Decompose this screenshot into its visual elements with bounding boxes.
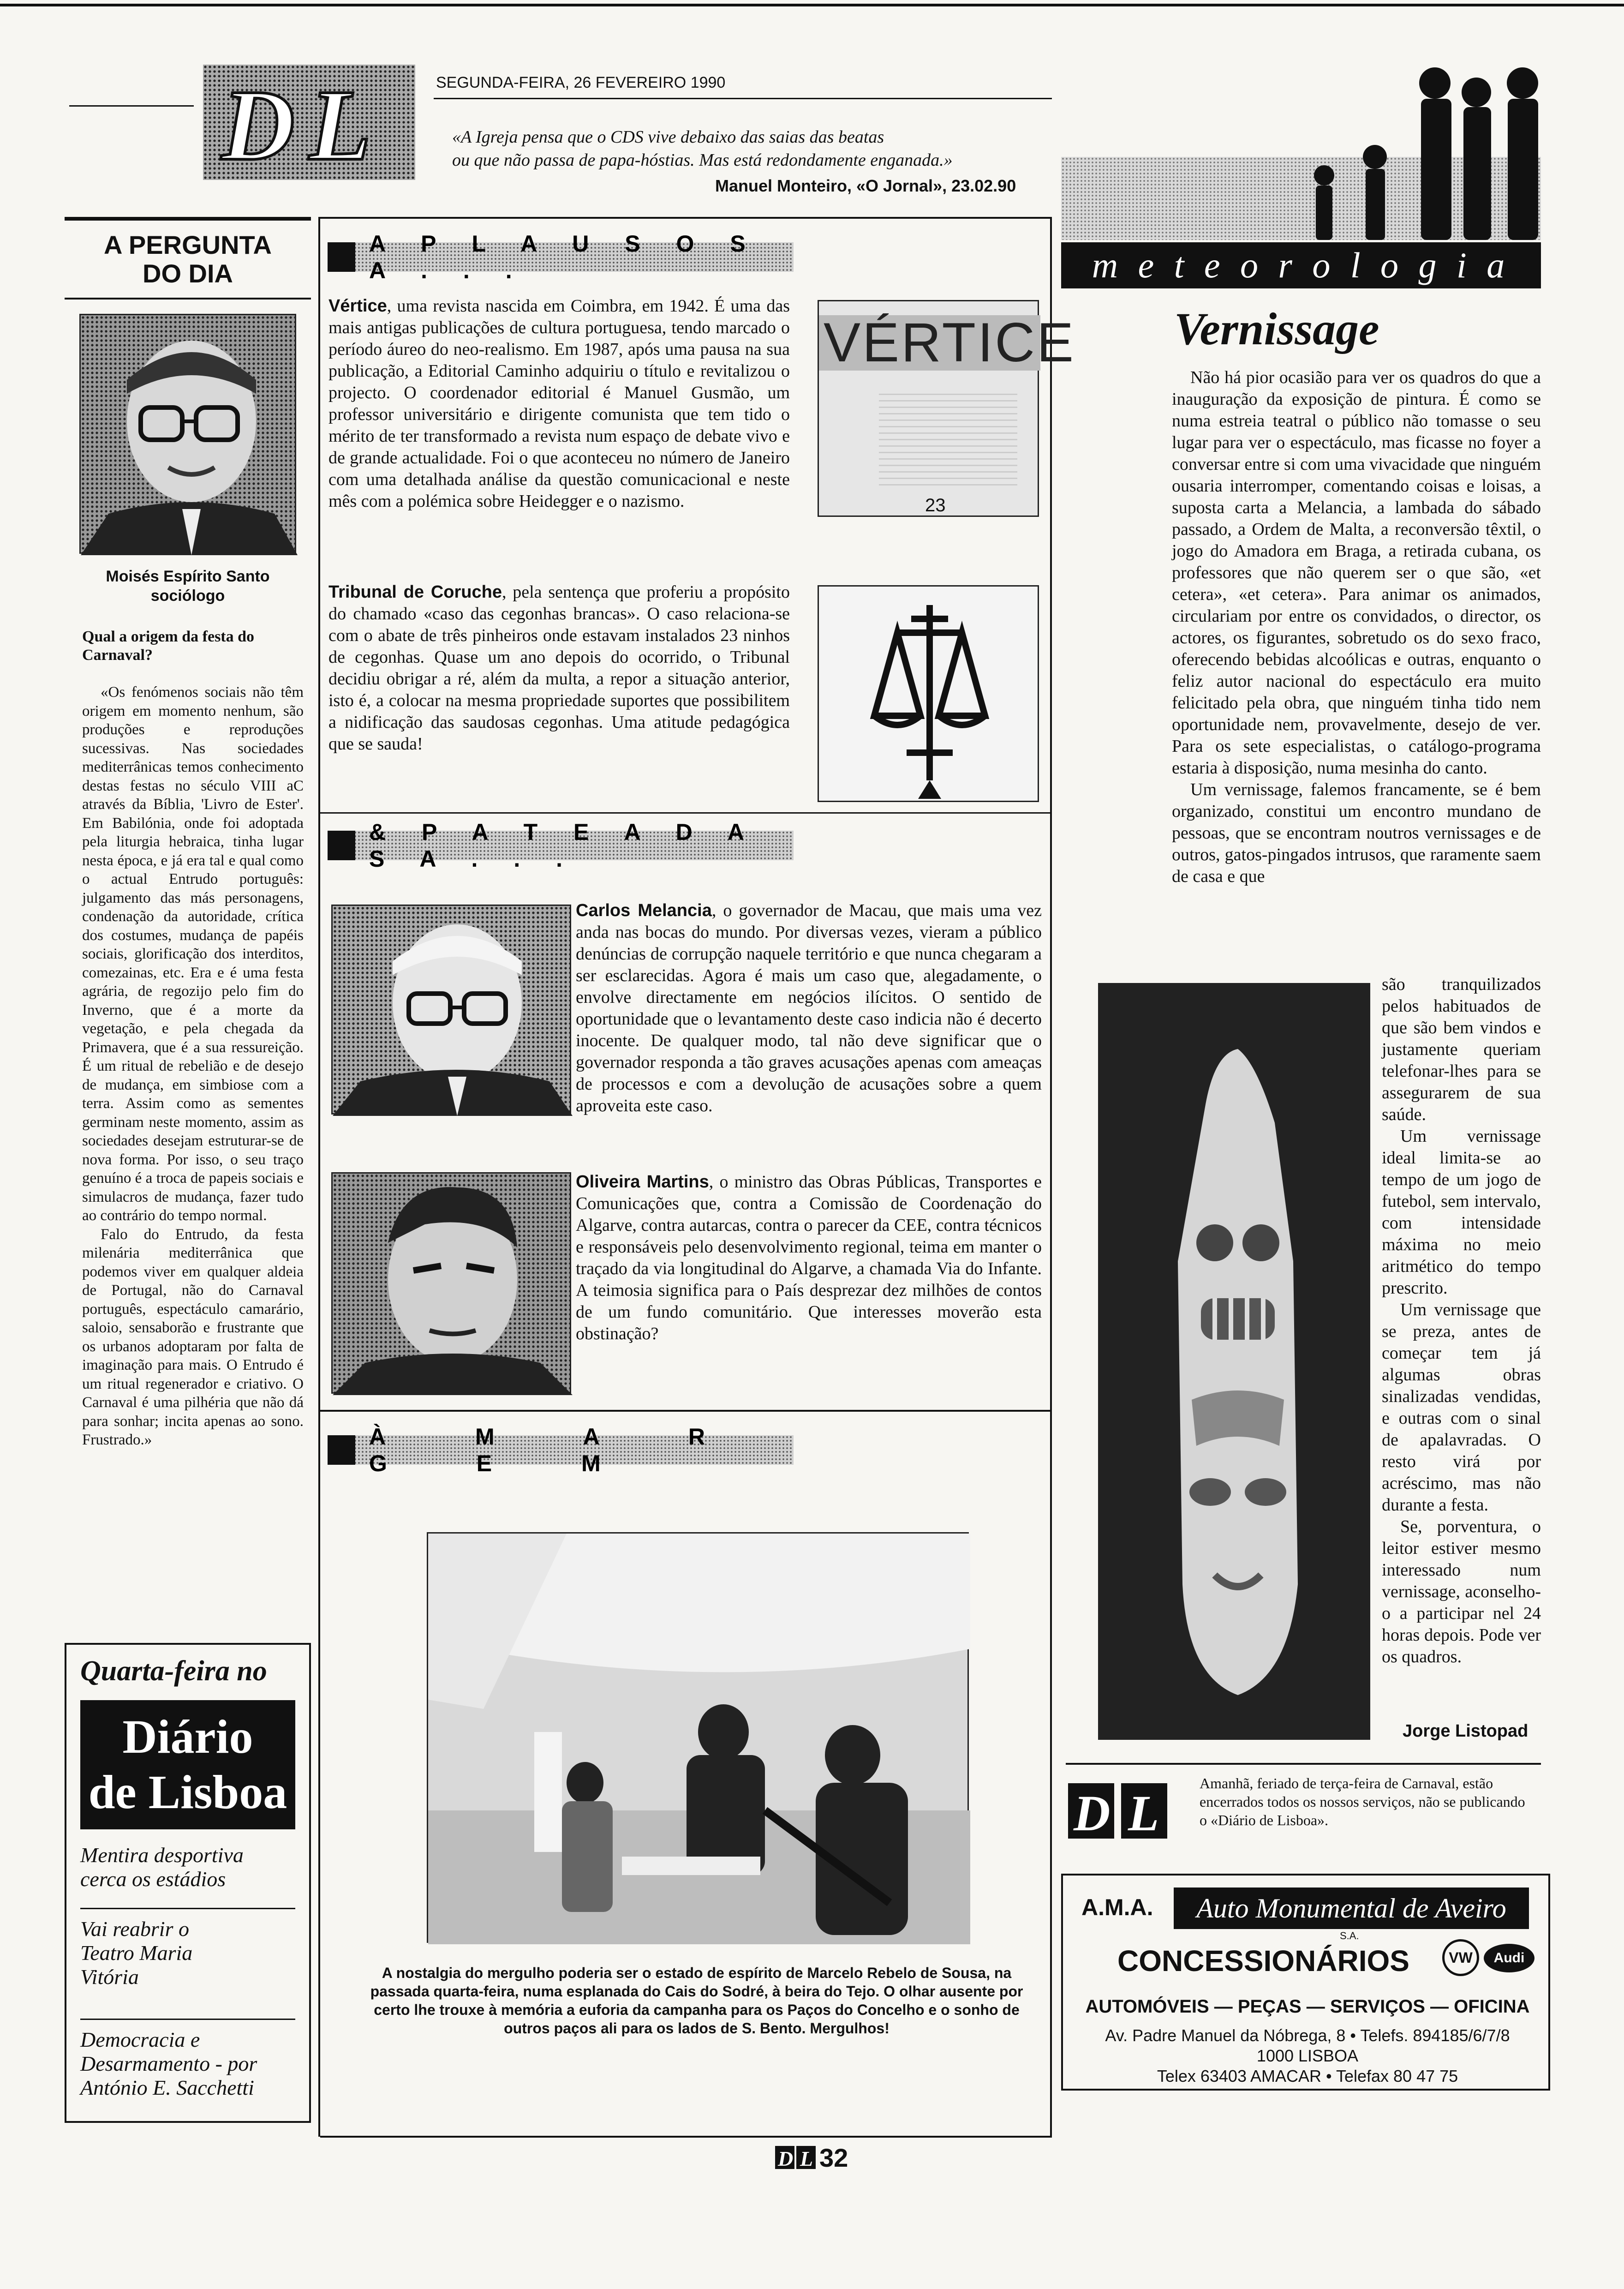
tribunal-lead: Tribunal de Coruche: [328, 582, 502, 602]
cover-number: 23: [925, 495, 946, 515]
pergunta-question: Qual a origem da festa do Carnaval?: [82, 628, 255, 664]
aplausos-bottom-rule: [320, 812, 1050, 814]
vernissage-paragraph-2b: são tranquilizados pelos habituados de que são bem vindos e justamente queriam telefonar-lhes para se assegurarem de sua saúde.: [1382, 975, 1541, 1124]
svg-text:D: D: [1074, 1785, 1111, 1841]
ad-services: AUTOMÓVEIS — PEÇAS — SERVIÇOS — OFICINA: [1085, 1996, 1530, 2017]
audi-logo-icon: [1484, 1944, 1534, 1972]
quarta-item-3[interactable]: Democracia e Desarmamento - por António E. Sacchetti: [80, 2028, 257, 2099]
vernissage-body-top: [1172, 367, 1541, 887]
vw-label: VW: [1449, 1949, 1473, 1966]
masthead-left-rule: [69, 105, 194, 107]
ad-city: 1000 LISBOA: [1256, 2046, 1359, 2065]
aplausos-header-text: A P L A U S O S A . . .: [369, 231, 760, 283]
pergunta-person: [65, 567, 311, 605]
dl-logo-icon: [203, 65, 415, 180]
ad-concession: CONCESSIONÁRIOS: [1117, 1944, 1409, 1977]
audi-label: Audi: [1493, 1950, 1525, 1965]
cover-text-lines: [879, 394, 1017, 486]
melancia-body: , o governador de Macau, que mais uma vez anda nas bocas do mundo. Por diversas vezes, vieram a público denúncias de corrupção naquele território e que nunca chegaram a ser esclarecidas. Agora é mais um caso que, alegadamente, o envolve directamente em negócios ilícitos. O sentido de oportunidade que o levantamento deste caso indicia não é decerto inocente. De qualquer modo, tal não deve significar que o governador responda a tão graves acusações apenas com ameaças de processos e com a devolução de acusações sobre a quem aproveita este caso.: [576, 901, 1042, 1115]
pergunta-top-rule: [65, 217, 311, 221]
person-name: Moisés Espírito Santo: [106, 568, 270, 585]
answer-paragraph-2: Falo do Entrudo, da festa milenária mediterrânica que podemos viver em qualquer aldeia de Portugal, não do Carnaval português, espectáculo camarário, saloio, sensaborão e frustrante que os urbanos adoptaram por falta de imaginação para mais. O Entrudo é um ritual regenerador e criativo. O Carnaval é uma pilhéria que não dá para sonhar; incita apenas ao sono. Frustrado.»: [82, 1226, 304, 1448]
aplausos-header: [328, 231, 794, 283]
vernissage-paragraph-5: Se, porventura, o leitor estiver mesmo interessado num vernissage, aconselho-o a participar nel 24 horas depois. Pode ver os quadros.: [1382, 1517, 1541, 1666]
middle-top-rule: [318, 217, 1052, 219]
pergunta-header-rule: [65, 298, 311, 300]
ad-brand-sa: S.A.: [1340, 1930, 1359, 1941]
pateadas-block-marker: [328, 831, 355, 860]
pergunta-header: [65, 231, 311, 288]
carved-totem-sculpture-icon: [1099, 984, 1372, 1741]
portrait-man-dark-hair-icon: [333, 1174, 573, 1395]
meteorologia-banner: [1061, 65, 1541, 285]
ad-telex: Telex 63403 AMACAR • Telefax 80 47 75: [1157, 2067, 1458, 2085]
photo-oliveira-martins: [331, 1172, 571, 1394]
margem-header-text: À M A R G E M: [369, 1424, 746, 1476]
pateadas-header: [328, 819, 794, 872]
vernissage-paragraph-1: Não há pior ocasião para ver os quadros do que a inauguração da exposição de pintura. É como se numa estreia teatral o público não tomasse o seu lugar para ver o espectáculo, mas ficasse no foyer a conversar entre si com uma vivacidade que ninguém ousaria interromper, comentando coisas e loisas, a suposta carta a Melancia, a lambada do sábado passado, a Ordem de Malta, a reconversão têxtil, o jogo do Amadora em Braga, a retirada cubana, os professores que não querem ser o que são, «et cetera», «et cetera». Para animar os animados, circulariam por entre os convidados, o director, os actores, os figurantes, sobretudo os do sexo fraco, oferecendo bebidas alcoólicas e outras, enquanto o feliz autor nacional do espectáculo era muito felicitado pela obra, que ninguém tinha tido nem oportunidade nem, provavelmente, desejo de ver. Para os sete especialistas, o catálogo-programa estaria à disposição, numa mesinha do canto.: [1172, 368, 1541, 778]
svg-text:L: L: [800, 2147, 813, 2170]
person-role: sociólogo: [150, 587, 225, 605]
vertice-article: [328, 295, 790, 512]
vernissage-paragraph-2: Um vernissage, falemos francamente, se é bem organizado, constitui um encontro mundano de pessoas, que se encontram noutros vernissages e de outros, gatos-pingados intrusos, que raramente saem de casa e que: [1172, 780, 1541, 886]
martins-article: [576, 1171, 1042, 1345]
vertice-body: , uma revista nascida em Coimbra, em 1942. É uma das mais antigas publicações de cultura portuguesa, tendo marcado o período áureo do neo-realismo. Em 1987, após uma pausa na sua publicação, a Editorial Caminho adquiriu o título e revitalizou o projecto. O coordenador editorial é Manuel Gusmão, um professor universitário e dirigente comunista que tem tido o mérito de ter transformado a revista num espaço de debate vivo e de grande actualidade. Foi o que aconteceu no número de Janeiro com uma detalhada análise da questão comunicacional e neste mês com a polémica sobre Heidegger e o nazismo.: [328, 296, 790, 511]
margem-block-marker: [328, 1435, 355, 1465]
answer-paragraph-1: «Os fenómenos sociais não têm origem em momento nenhum, são produções e reproduções sucessivas. Nas sociedades mediterrânicas temos conhecimento destas festas no século VIII aC através da Bíblia, 'Livro de Ester'. Em Babilónia, onde foi adoptada pela liturgia hebraica, tinha lugar nesta época, e já era tal e qual como o actual Entrudo português: julgamento das más personagens, condenação da autoridade, crítica dos costumes, mudança de papéis sociais, glorificação dos interditos, comezainas, etc. Era e é uma festa agrária, de regozijo pelo fim do Inverno, que é a morte da vegetação, e pela chegada da Primavera, que é a sua ressureição. É um ritual de rebelião e de desejo de mudança, em simbiose com a terra. Assim como as sementes germinam neste momento, assim as sociedades desejam estruturar-se de nova forma. Por isso, o seu traço genuíno é a troca de papeis sociais e simulacros de mudança, fazer tudo ao contrário do tempo normal.: [82, 684, 304, 1224]
vernissage-author: Jorge Listopad: [1403, 1721, 1528, 1741]
businessmen-silhouettes-icon: [1061, 65, 1541, 268]
diario-de-lisboa-logo: [80, 1700, 295, 1829]
quarta-item-2[interactable]: Vai reabrir o Teatro Maria Vitória: [80, 1917, 193, 1989]
ad-brand-script: Auto Monumental de Aveiro: [1174, 1888, 1529, 1929]
notice-box: [1066, 1763, 1541, 1864]
photo-cais-do-sodre: [427, 1532, 969, 1943]
pergunta-answer: [82, 683, 304, 1450]
notice-logo: [1068, 1779, 1170, 1843]
quote-source: Manuel Monteiro, «O Jornal», 23.02.90: [715, 176, 1016, 195]
masthead-quote: [452, 126, 953, 172]
margem-header: [328, 1424, 794, 1476]
pateadas-header-text: & P A T E A D A S A . . .: [369, 819, 758, 872]
middle-left-rule: [318, 217, 320, 2137]
dl-logo-small-icon: [1068, 1779, 1170, 1843]
esplanada-scene-icon: [428, 1534, 970, 1944]
logo-line-1: Diário: [122, 1710, 253, 1763]
notice-text: Amanhã, feriado de terça-feira de Carnaval, estão encerrados todos os nossos serviços, não se publicando o «Diário de Lisboa».: [1200, 1775, 1525, 1828]
sculpture-photo: [1098, 983, 1370, 1740]
justice-scales-image: [818, 585, 1039, 802]
cover-title: VÉRTICE: [824, 312, 1075, 373]
page-number: 32: [819, 2143, 848, 2172]
portrait-older-man-glasses-icon: [333, 906, 573, 1116]
meteorologia-label: m e t e o r o l o g i a: [1061, 242, 1541, 288]
quarta-title: Quarta-feira no: [80, 1655, 267, 1687]
vernissage-title: Vernissage: [1174, 303, 1379, 354]
svg-text:L: L: [1128, 1785, 1159, 1841]
martins-body: , o ministro das Obras Públicas, Transportes e Comunicações que, contra a Comissão de Coordenação do Algarve, contra autarcas, contra o parecer da CEE, contra técnicos e responsáveis pelo desenvolvimento regional, teima em manter o traçado da via longitudinal do Algarve, a chamada Via do Infante. A teimosia significa para o País desprezar dez milhões de contos de um fundo comunitário. Que interesses moverão esta obstinação?: [576, 1172, 1042, 1343]
dateline-rule: [434, 98, 1052, 99]
vernissage-paragraph-3: Um vernissage ideal limita-se ao tempo de um jogo de futebol, sem intervalo, com intensidade máxima no meio aritmético do tempo prescrito.: [1382, 1127, 1541, 1298]
quarta-item-1[interactable]: Mentira desportiva cerca os estádios: [80, 1843, 244, 1891]
vernissage-body-side: [1382, 974, 1541, 1668]
margem-caption: A nostalgia do mergulho poderia ser o estado de espírito de Marcelo Rebelo de Sousa, na passada quarta-feira, numa esplanada do Cais do Sodré, à beira do Tejo. O olhar ausente por certo lhe trouxe à memória a euforia da campanha para os Paços do Concelho e o sonho de outros paços ali para os lados de S. Bento. Mergulhos!: [370, 1965, 1023, 2037]
quarta-feira-box: [65, 1643, 311, 2123]
ad-ama: A.M.A.: [1081, 1894, 1153, 1920]
ad-address: Av. Padre Manuel da Nóbrega, 8 • Telefs. 894185/6/7/8: [1105, 2026, 1510, 2045]
melancia-lead: Carlos Melancia: [576, 901, 712, 920]
svg-text:D: D: [778, 2147, 794, 2170]
vertice-lead: Vértice: [328, 296, 387, 316]
quarta-divider-1: [80, 1908, 295, 1909]
pergunta-header-line2: DO DIA: [143, 259, 233, 288]
tribunal-article: [328, 581, 790, 755]
melancia-article: [576, 900, 1042, 1117]
middle-bottom-rule: [320, 2136, 1052, 2138]
svg-text:L: L: [309, 69, 371, 181]
dateline: SEGUNDA-FEIRA, 26 FEVEREIRO 1990: [436, 74, 726, 91]
quarta-divider-2: [80, 2019, 295, 2020]
pateadas-bottom-rule: [320, 1410, 1050, 1412]
martins-lead: Oliveira Martins: [576, 1172, 709, 1192]
logo-line-2: de Lisboa: [88, 1766, 287, 1819]
pergunta-header-line1: A PERGUNTA: [104, 230, 272, 259]
tribunal-body: , pela sentença que proferiu a propósito do chamado «caso das cegonhas brancas». O caso relaciona-se com o abate de três pinheiros onde estavam instalados 23 ninhos de cegonhas. Quase um ano depois do ocorrido, o Tribunal decidiu obrigar a ré, além da multa, a repor a situação anterior, isto é, a colocar na mesma propriedade suportes que possibilitem a nidificação das saudosas cegonhas. Uma atitude pedagógica que se sauda!: [328, 582, 790, 754]
dl-footer-logo-icon: [775, 2144, 817, 2171]
masthead-logo: [203, 65, 415, 180]
vernissage-paragraph-4: Um vernissage que se preza, antes de começar tem já algumas obras sinalizadas vendidas, e outras com o sinal de apalavradas. O resto virá por acréscimo, mas não durante a festa.: [1382, 1300, 1541, 1515]
quote-line-2: ou que não passa de papa-hóstias. Mas está redondamente enganada.»: [452, 150, 953, 170]
photo-moises-espirito-santo: [79, 314, 296, 554]
scales-of-justice-icon: [819, 587, 1040, 803]
photo-carlos-melancia: [331, 905, 571, 1115]
vertice-cover-image: [818, 300, 1075, 517]
aplausos-block-marker: [328, 242, 355, 272]
vw-logo-icon: [1442, 1939, 1479, 1976]
ama-advertisement: [1061, 1874, 1550, 2091]
middle-right-rule: [1050, 217, 1052, 2137]
page-footer: [775, 2141, 867, 2174]
portrait-man-glasses-icon: [81, 315, 298, 555]
svg-text:D: D: [221, 69, 295, 181]
top-border-rule: [0, 4, 1624, 6]
quote-line-1: «A Igreja pensa que o CDS vive debaixo das saias das beatas: [452, 127, 884, 147]
